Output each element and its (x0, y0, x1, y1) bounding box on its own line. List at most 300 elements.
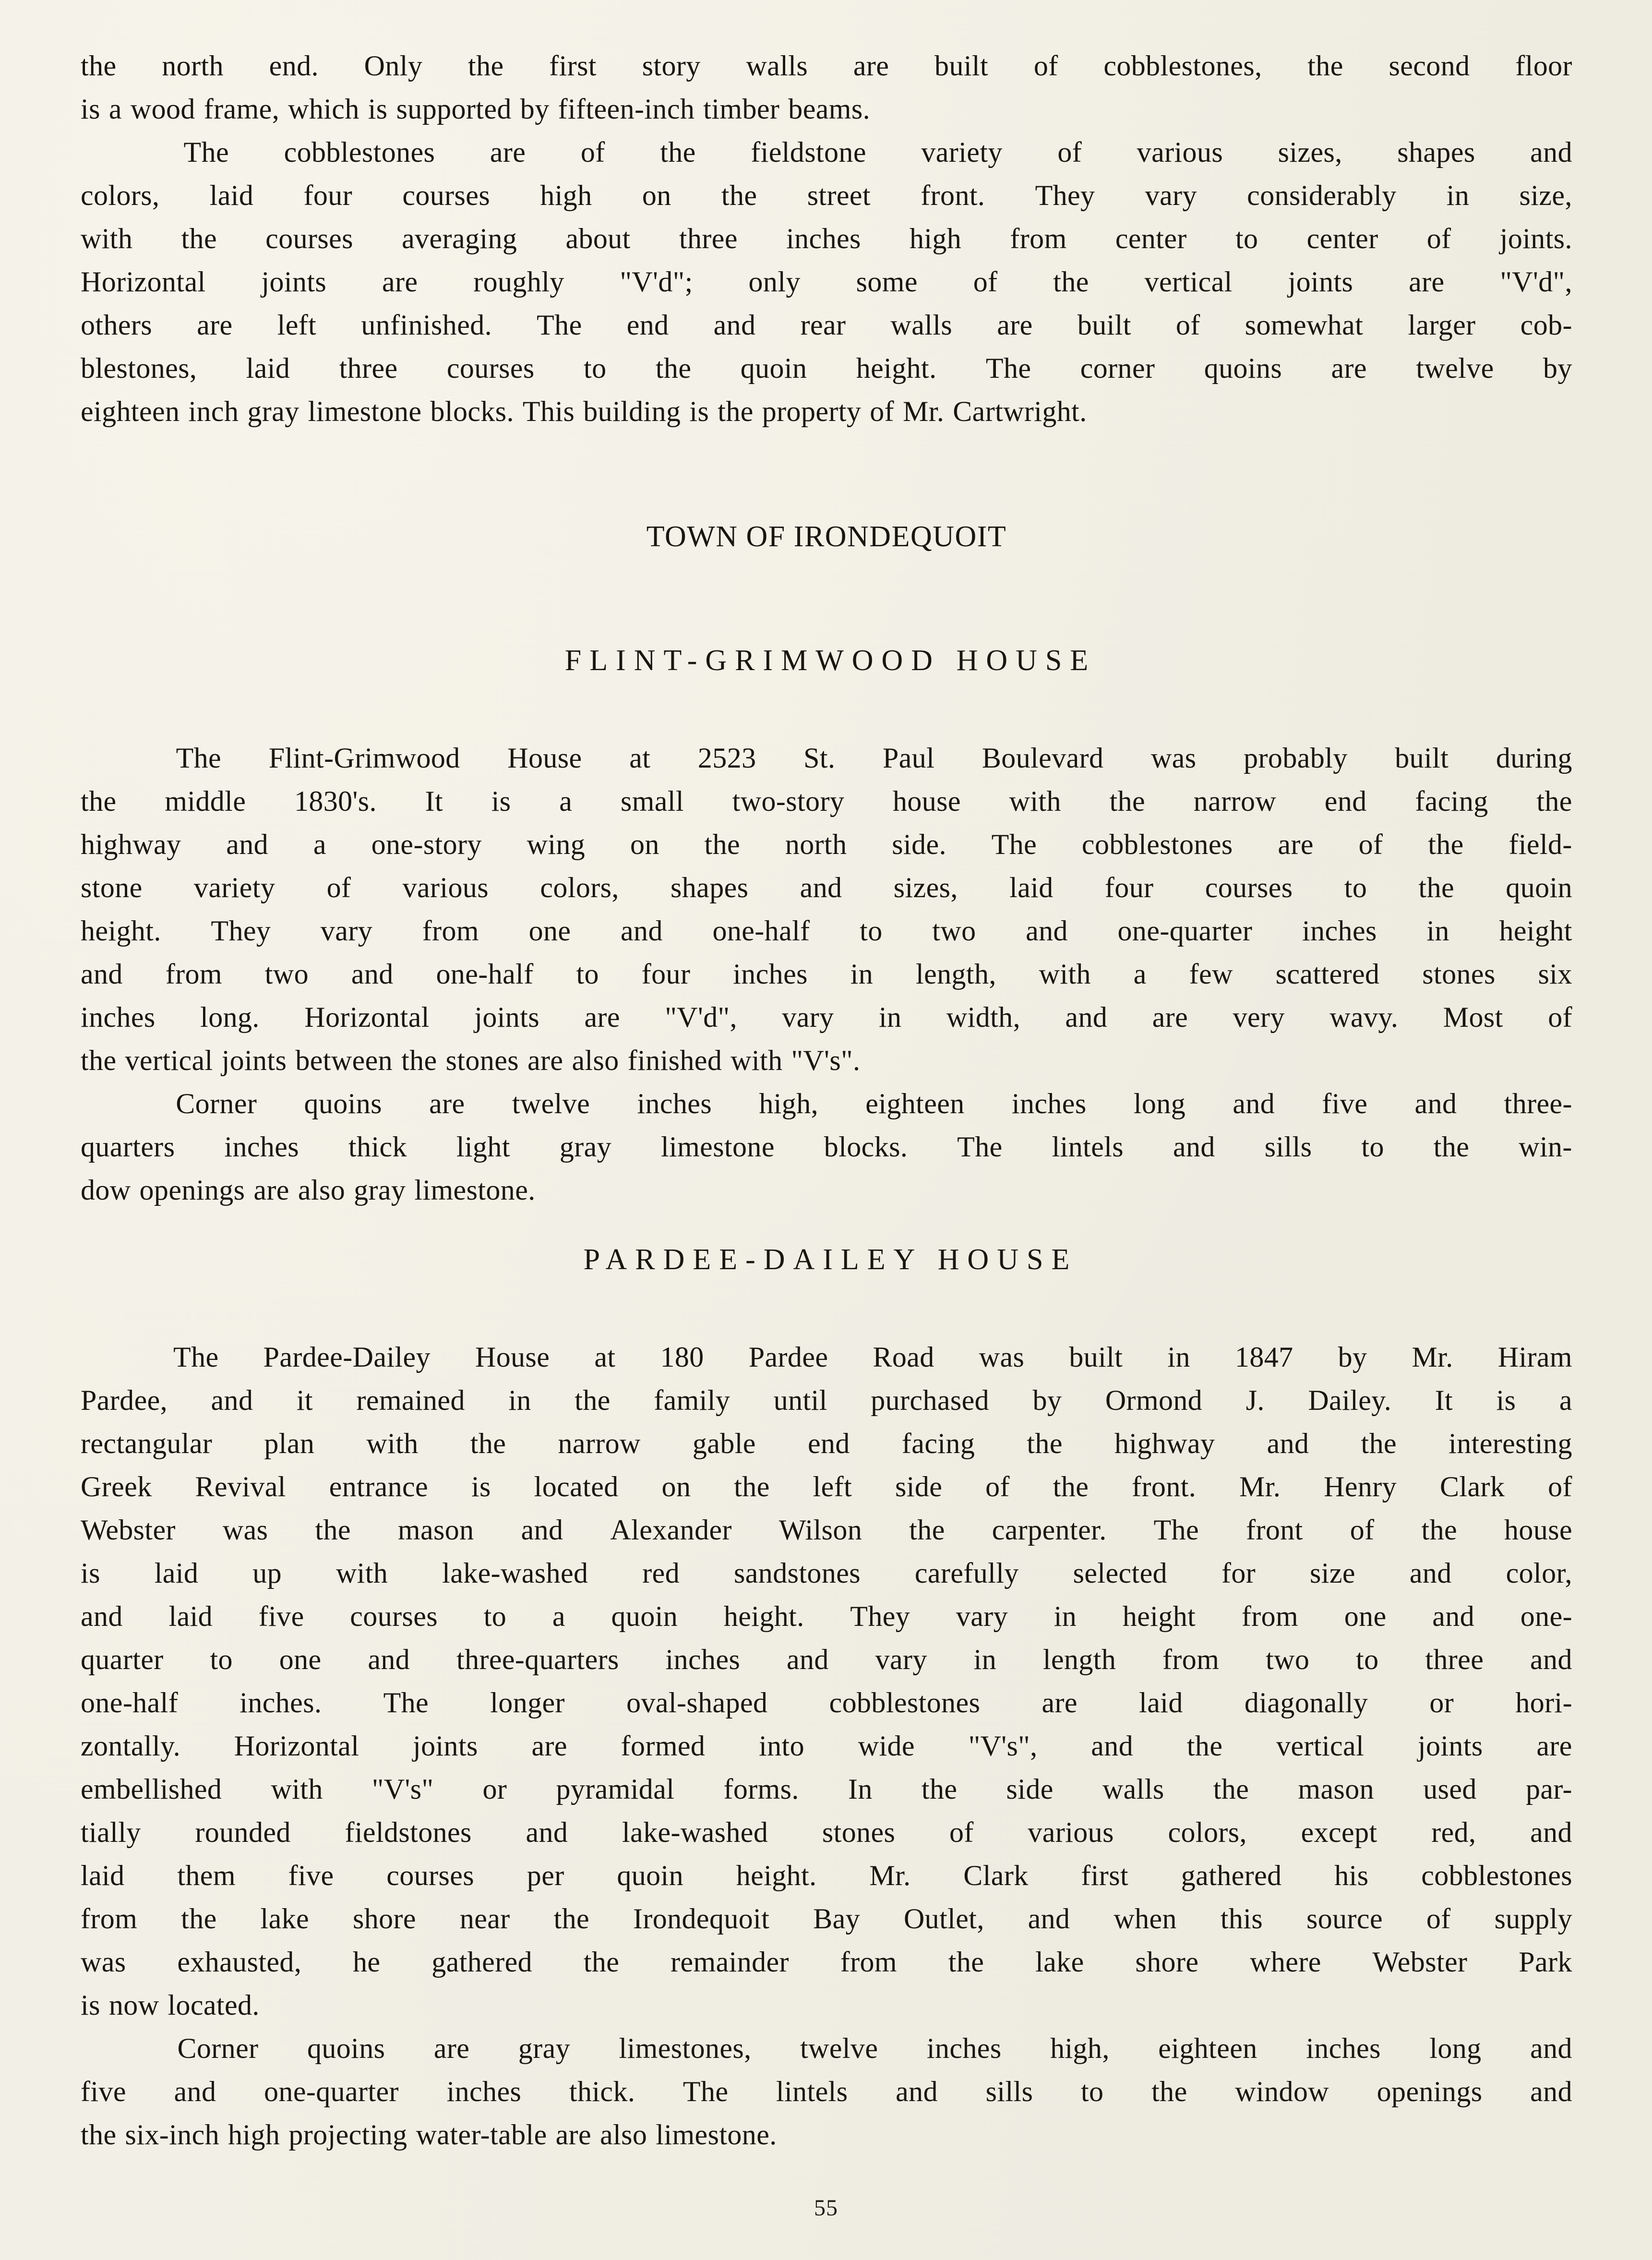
word: used (1423, 1773, 1477, 1805)
word: finished (627, 1045, 722, 1076)
word: The (173, 1341, 219, 1373)
word: considerably (1247, 180, 1397, 211)
word: gray (247, 396, 299, 427)
word: vary (875, 1644, 927, 1675)
word: walls (1102, 1773, 1164, 1805)
word: "V's" (371, 1773, 434, 1805)
word: are (1278, 829, 1314, 860)
word: about (565, 223, 631, 254)
word: are (531, 1730, 567, 1762)
word: colors, (81, 180, 160, 211)
word: Alexander (610, 1514, 732, 1546)
word: and (211, 1384, 253, 1416)
word: from (840, 1946, 897, 1978)
word: cobblestones (1081, 829, 1233, 860)
word: is (81, 1557, 100, 1589)
word: with (730, 1045, 783, 1076)
word: the (909, 1514, 945, 1546)
word: small (620, 785, 684, 817)
vertical-space (81, 1279, 1572, 1335)
word: center (1115, 223, 1187, 254)
word: inches (81, 1001, 156, 1033)
word: one- (1520, 1600, 1572, 1632)
word: red, (1431, 1816, 1476, 1848)
word: height (1122, 1600, 1196, 1632)
word: exhausted, (177, 1946, 302, 1978)
word: limestones, (619, 2032, 752, 2064)
word: quoins (307, 2032, 385, 2064)
word: various (1028, 1816, 1114, 1848)
text-line (81, 1897, 1572, 1940)
word: and (351, 958, 394, 990)
word: few (1189, 958, 1233, 990)
word: laid (1139, 1687, 1183, 1719)
word: four (641, 958, 691, 990)
word: diagonally (1244, 1687, 1368, 1719)
text-line (81, 1984, 1572, 2027)
text-line (81, 1767, 1572, 1811)
word: end. (269, 50, 319, 82)
word: inches (446, 2076, 522, 2107)
text-line (81, 1724, 1572, 1767)
word: was (979, 1341, 1025, 1373)
word: house (892, 785, 961, 817)
word: thick (348, 1131, 407, 1163)
word: joints (413, 1730, 478, 1762)
word: eighteen (1158, 2032, 1257, 2064)
word: vertical (1144, 266, 1233, 298)
word: forms. (723, 1773, 799, 1805)
word: six-inch (125, 2119, 220, 2151)
word: a (1133, 958, 1147, 990)
word: vary (782, 1001, 834, 1033)
word: and (526, 1816, 568, 1848)
word: sills (1264, 1131, 1312, 1163)
word: the (1053, 266, 1089, 298)
word: lake (260, 1903, 310, 1935)
vertical-space (81, 433, 1572, 517)
word: high (909, 223, 962, 254)
word: the (1053, 1471, 1089, 1503)
word: of (580, 136, 605, 168)
word: in (1446, 180, 1470, 211)
word: to (860, 915, 883, 947)
word: size, (1519, 180, 1572, 211)
word: the (1361, 1428, 1397, 1459)
word: side. (892, 829, 946, 860)
word: rear (800, 309, 846, 341)
word: until (773, 1384, 827, 1416)
word: are (1152, 1001, 1188, 1033)
word: second (1389, 50, 1470, 82)
text-line (81, 1082, 1572, 1125)
word: vary (320, 915, 373, 947)
word: probably (1244, 742, 1348, 774)
word: the (1213, 1773, 1249, 1805)
word: four (1104, 872, 1154, 903)
word: story (642, 50, 701, 82)
word: blestones, (81, 352, 197, 384)
word: blocks. (824, 1131, 908, 1163)
word: St. (803, 742, 836, 774)
word: to (1356, 1644, 1379, 1675)
word: highway (81, 829, 181, 860)
word: height. (856, 352, 937, 384)
text-line (81, 174, 1572, 217)
word: cobblestones (284, 136, 435, 168)
word: joints (1417, 1730, 1483, 1762)
word: first (549, 50, 597, 82)
word: Greek (81, 1471, 152, 1503)
word: fieldstone (751, 136, 866, 168)
word: on (642, 180, 671, 211)
word: and (1028, 1903, 1070, 1935)
word: Paul (882, 742, 935, 774)
word: of (1548, 1471, 1572, 1503)
text-line (81, 1465, 1572, 1508)
word: walls (890, 309, 953, 341)
word: pyramidal (556, 1773, 675, 1805)
word: was (1151, 742, 1197, 774)
word: laid (81, 1860, 125, 1891)
word: quoin (740, 352, 807, 384)
word: shapes (1397, 136, 1475, 168)
text-line (81, 1854, 1572, 1897)
heading-pardee-dailey-house: PARDEE-DAILEY HOUSE (583, 1243, 1078, 1276)
word: by (1338, 1341, 1367, 1373)
word: Bay (813, 1903, 861, 1935)
word: Wilson (778, 1514, 862, 1546)
word: of (1033, 50, 1058, 82)
word: except (1301, 1816, 1377, 1848)
word: width, (946, 1001, 1020, 1033)
word: "V'd"; (620, 266, 693, 298)
word: with (1009, 785, 1061, 817)
word: long (1133, 1088, 1186, 1119)
word: entrance (329, 1471, 429, 1503)
word: from (1241, 1600, 1299, 1632)
text-line (81, 736, 1572, 780)
word: long (1429, 2032, 1482, 2064)
word: inches (786, 223, 861, 254)
word: up (252, 1557, 282, 1589)
word: plan (264, 1428, 315, 1459)
word: and (521, 1514, 563, 1546)
word: cob- (1520, 309, 1572, 341)
word: middle (165, 785, 246, 817)
word: built (934, 50, 989, 82)
word: quoin (1506, 872, 1572, 903)
word: wavy. (1329, 1001, 1399, 1033)
word: one (279, 1644, 322, 1675)
word: Pardee (748, 1341, 828, 1373)
first-line-indent (81, 1335, 129, 1379)
word: gable (692, 1428, 756, 1459)
word: with (81, 223, 133, 254)
word: in (973, 1644, 997, 1675)
word: building (583, 396, 681, 427)
word: colors, (540, 872, 619, 903)
word: the (81, 785, 117, 817)
word: colors, (1168, 1816, 1247, 1848)
word: The (985, 352, 1031, 384)
word: somewhat (1245, 309, 1364, 341)
word: built (1077, 309, 1131, 341)
word: lintels (1052, 1131, 1124, 1163)
text-line (81, 131, 1572, 174)
word: one (528, 915, 571, 947)
word: stones (1422, 958, 1496, 990)
word: also (600, 2119, 647, 2151)
first-line-indent (81, 2027, 129, 2070)
word: narrow (558, 1428, 641, 1459)
word: the (1307, 50, 1343, 82)
word: are (997, 309, 1033, 341)
word: 180 (660, 1341, 704, 1373)
vertical-space (81, 1212, 1572, 1240)
word: one (1344, 1600, 1387, 1632)
word: and (621, 915, 663, 947)
word: remained (356, 1384, 465, 1416)
word: are (527, 1045, 563, 1076)
word: and (1530, 2032, 1572, 2064)
word: high, (1050, 2032, 1110, 2064)
text-line (81, 996, 1572, 1039)
word: also (572, 1045, 619, 1076)
word: are (433, 2032, 470, 2064)
word: inch (188, 396, 239, 427)
word: this (1220, 1903, 1263, 1935)
word: in (1167, 1341, 1190, 1373)
word: and (1233, 1088, 1275, 1119)
word: Webster (81, 1514, 176, 1546)
text-line (81, 2027, 1572, 2070)
word: size (1310, 1557, 1355, 1589)
word: he (353, 1946, 381, 1978)
word: vary (1145, 180, 1197, 211)
word: Pardee-Dailey (263, 1341, 431, 1373)
word: They (211, 915, 271, 947)
word: the (575, 1384, 611, 1416)
word: Cartwright. (953, 396, 1087, 427)
word: on (661, 1471, 691, 1503)
word: with (271, 1773, 323, 1805)
word: five (258, 1600, 304, 1632)
text-line (81, 1681, 1572, 1724)
word: high (540, 180, 592, 211)
word: inches (224, 1131, 299, 1163)
text-line (81, 780, 1572, 823)
word: beams. (788, 93, 870, 125)
word: front (1246, 1514, 1303, 1546)
page-number: 55 (814, 2195, 838, 2221)
word: four (303, 180, 353, 211)
word: and (368, 1644, 410, 1675)
word: stone (81, 872, 143, 903)
page-text-column (81, 44, 1572, 2156)
word: Only (364, 50, 423, 82)
word: the (181, 223, 217, 254)
word: "V's", (968, 1730, 1038, 1762)
word: of (870, 396, 895, 427)
word: to (210, 1644, 233, 1675)
word: the (1421, 1514, 1458, 1546)
word: "V'd", (1500, 266, 1572, 298)
word: courses (402, 180, 491, 211)
word: six (1538, 958, 1572, 990)
word: supported (396, 93, 512, 125)
word: only (748, 266, 801, 298)
word: Clark (963, 1860, 1029, 1891)
word: inches (733, 958, 808, 990)
word: in (878, 1001, 902, 1033)
word: inches (1011, 1088, 1087, 1119)
word: was (81, 1946, 126, 1978)
word: rectangular (81, 1428, 213, 1459)
word: one-half (712, 915, 810, 947)
word: north (162, 50, 224, 82)
word: are (584, 1001, 620, 1033)
word: one-story (371, 829, 482, 860)
word: and (1065, 1001, 1108, 1033)
word: are (1041, 1687, 1077, 1719)
word: the (1109, 785, 1146, 817)
word: unfinished. (361, 309, 492, 341)
word: limestone (308, 396, 422, 427)
word: courses (1205, 872, 1293, 903)
word: thick. (569, 2076, 635, 2107)
word: of (1057, 136, 1082, 168)
word: the (1186, 1730, 1223, 1762)
word: win- (1519, 1131, 1572, 1163)
word: lake (1035, 1946, 1084, 1978)
word: inches. (239, 1687, 322, 1719)
text-line (81, 866, 1572, 909)
word: length (1042, 1644, 1116, 1675)
word: the (1027, 1428, 1063, 1459)
word: sandstones (734, 1557, 861, 1589)
word: to (584, 352, 607, 384)
word: the (1151, 2076, 1187, 2107)
word: are (490, 136, 526, 168)
word: from (1010, 223, 1067, 254)
word: side (1006, 1773, 1053, 1805)
word: light (456, 1131, 510, 1163)
word: and (1409, 1557, 1452, 1589)
word: two (1266, 1644, 1310, 1675)
word: cobblestones (1421, 1860, 1572, 1891)
word: House (475, 1341, 550, 1373)
word: two-story (732, 785, 845, 817)
word: also (298, 1174, 346, 1206)
word: Most (1443, 1001, 1503, 1033)
word: and (1530, 1644, 1572, 1675)
word: by (1543, 352, 1572, 384)
word: are (253, 1174, 289, 1206)
word: built (1395, 742, 1449, 774)
word: tially (81, 1816, 141, 1848)
text-line (81, 390, 1572, 433)
word: the (81, 1045, 117, 1076)
word: and (713, 309, 756, 341)
word: inches (926, 2032, 1002, 2064)
word: are (1331, 352, 1367, 384)
word: is (491, 785, 511, 817)
text-line (81, 2070, 1572, 2113)
word: lintels (776, 2076, 848, 2107)
word: shore (1135, 1946, 1199, 1978)
word: to (483, 1600, 507, 1632)
word: joints (1288, 266, 1353, 298)
word: The (383, 1687, 429, 1719)
word: facing (1415, 785, 1488, 817)
word: to (1080, 2076, 1104, 2107)
word: courses (386, 1860, 475, 1891)
word: of (1426, 1903, 1451, 1935)
word: dow (81, 1174, 131, 1206)
word: J. (1245, 1384, 1265, 1416)
word: side (895, 1471, 943, 1503)
word: color, (1506, 1557, 1572, 1589)
word: joints. (1499, 223, 1572, 254)
text-line (81, 952, 1572, 996)
word: Corner (177, 2032, 259, 2064)
word: Revival (195, 1471, 286, 1503)
word: length, (916, 958, 996, 990)
word: is (1496, 1384, 1516, 1416)
word: oval-shaped (626, 1687, 768, 1719)
word: narrow (1193, 785, 1277, 817)
word: Henry (1324, 1471, 1397, 1503)
word: and (1267, 1428, 1309, 1459)
word: the (1428, 829, 1464, 860)
word: Mr. (903, 396, 945, 427)
word: three (679, 223, 738, 254)
word: a (108, 93, 122, 125)
word: 2523 (697, 742, 756, 774)
word: timber (703, 93, 780, 125)
word: Horizontal (304, 1001, 430, 1033)
word: The (1153, 1514, 1199, 1546)
text-line (81, 1595, 1572, 1638)
word: one-quarter (264, 2076, 399, 2107)
word: par- (1525, 1773, 1572, 1805)
word: limestone (660, 1131, 775, 1163)
text-line (81, 1940, 1572, 1984)
word: the (718, 396, 754, 427)
word: are (429, 1088, 465, 1119)
word: front. (921, 180, 985, 211)
text-line (81, 1508, 1572, 1551)
word: the (468, 50, 504, 82)
word: hori- (1515, 1687, 1572, 1719)
word: They (1035, 180, 1095, 211)
word: Mr. (1239, 1471, 1281, 1503)
word: per (527, 1860, 564, 1891)
word: gathered (1181, 1860, 1282, 1891)
paragraph-flint-grimwood-description (81, 736, 1572, 1082)
text-line (81, 303, 1572, 347)
word: mason (397, 1514, 474, 1546)
word: courses (350, 1600, 438, 1632)
word: variety (193, 872, 275, 903)
word: of (1175, 309, 1200, 341)
word: during (1496, 742, 1572, 774)
word: height. (81, 915, 161, 947)
word: to (576, 958, 599, 990)
word: frame, (204, 93, 280, 125)
word: joints (261, 266, 327, 298)
